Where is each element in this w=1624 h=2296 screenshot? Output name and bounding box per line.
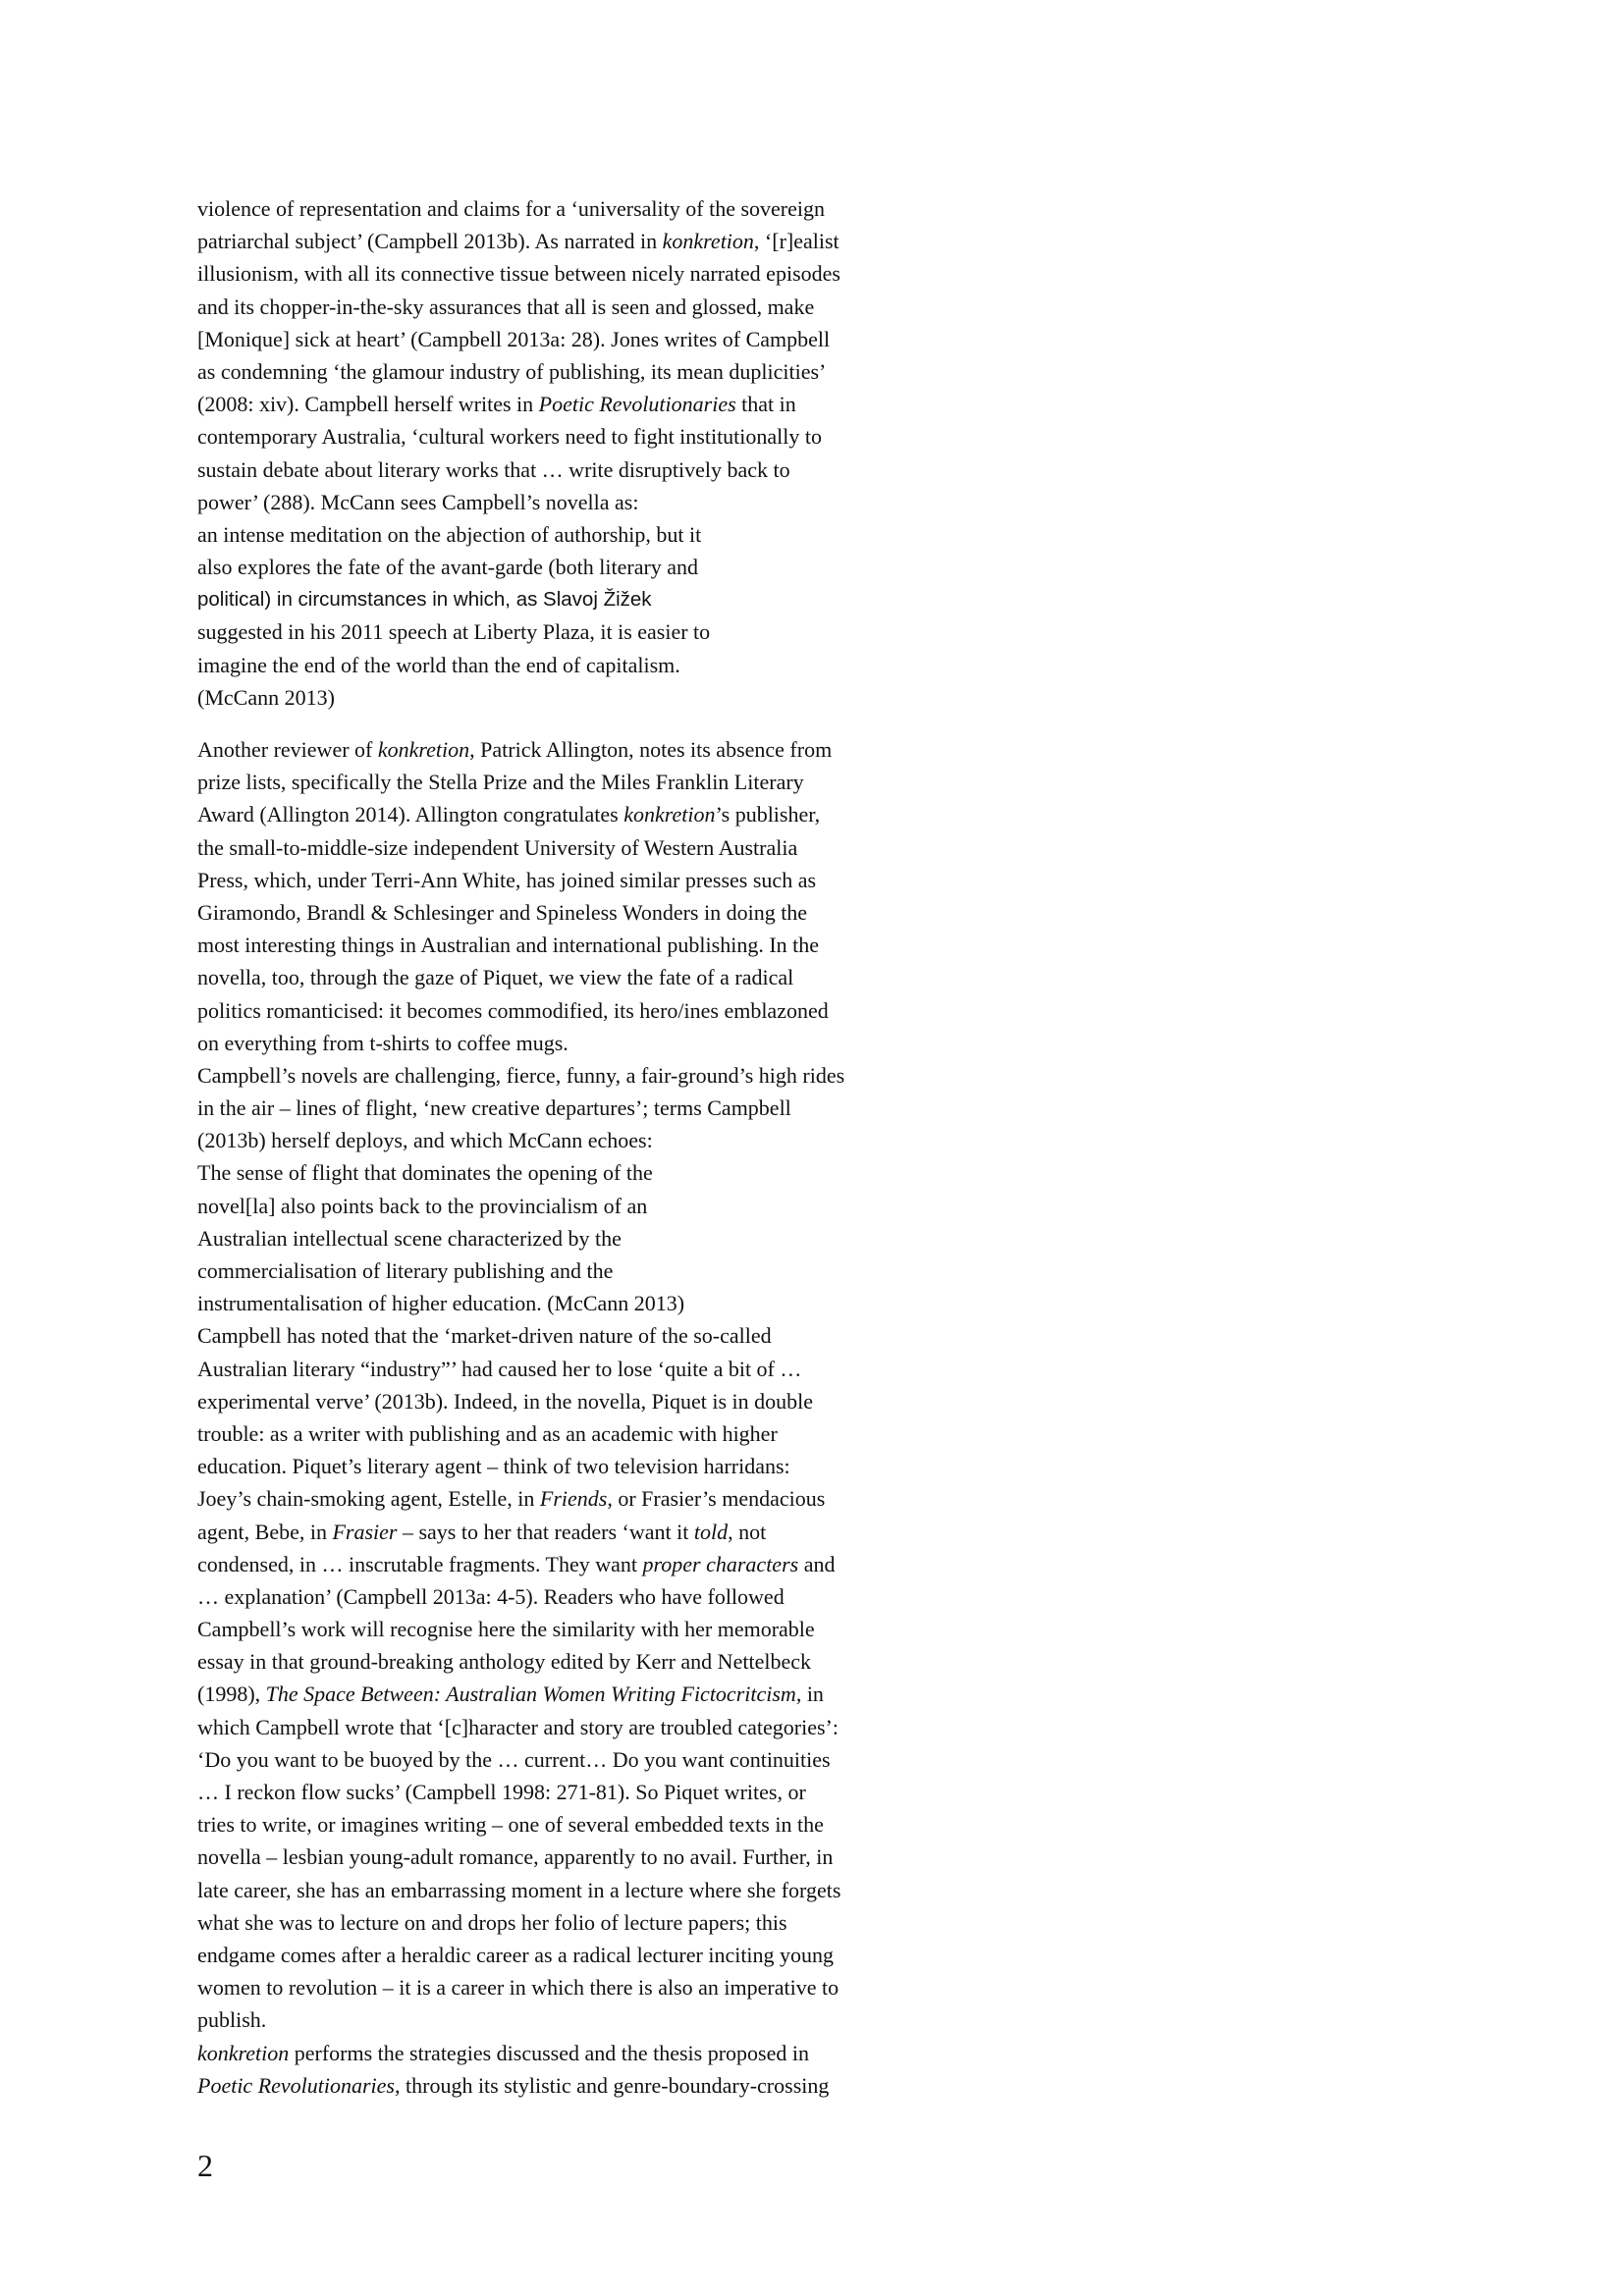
text-line: Campbell has noted that the ‘market-driven nature of the so-called: [197, 1323, 772, 1349]
block-quote: [197, 1156, 963, 1319]
text-line: endgame comes after a heraldic career as a radical lecturer inciting young: [197, 1942, 835, 1967]
text-line: imagine the end of the world than the end of capitalism.: [197, 652, 680, 677]
page-number: 2: [197, 2148, 213, 2183]
text-line: power’ (288). McCann sees Campbell’s novella as:: [197, 489, 639, 514]
text-line: ‘Do you want to be buoyed by the … current… Do you want continuities: [197, 1746, 831, 1772]
text-line: Campbell’s work will recognise here the similarity with her memorable: [197, 1617, 815, 1642]
text-line: trouble: as a writer with publishing and as an academic with higher: [197, 1420, 778, 1446]
text-line: Joey’s chain-smoking agent, Estelle, in Friends, or Frasier’s mendacious: [197, 1486, 826, 1512]
text-line: tries to write, or imagines writing – one of several embedded texts in the: [197, 1812, 824, 1838]
text-line: women to revolution – it is a career in which there is also an imperative to: [197, 1975, 839, 2001]
text-line: (2008: xiv). Campbell herself writes in Poetic Revolutionaries that in: [197, 392, 796, 417]
text-line: agent, Bebe, in Frasier – says to her that readers ‘want it told, not: [197, 1519, 767, 1544]
text-line: The sense of flight that dominates the opening of the: [197, 1160, 653, 1186]
body-paragraph: [197, 2037, 963, 2102]
body-paragraph: [197, 1319, 963, 2036]
text-line: which Campbell wrote that ‘[c]haracter and story are troubled categories’:: [197, 1714, 839, 1739]
text-line: (McCann 2013): [197, 684, 335, 710]
text-line: condensed, in … inscrutable fragments. They want proper characters and: [197, 1551, 836, 1576]
text-line: in the air – lines of flight, ‘new creative departures’; terms Campbell: [197, 1095, 791, 1121]
text-line: novella – lesbian young-adult romance, apparently to no avail. Further, in: [197, 1844, 834, 1870]
body-paragraph: [197, 733, 963, 1059]
text-line: education. Piquet’s literary agent – think of two television harridans:: [197, 1454, 790, 1479]
text-line: novella, too, through the gaze of Piquet, we view the fate of a radical: [197, 965, 794, 990]
text-line: as condemning ‘the glamour industry of publishing, its mean duplicities’: [197, 358, 827, 384]
text-line: politics romanticised: it becomes commodified, its hero/ines emblazoned: [197, 997, 829, 1023]
text-line: what she was to lecture on and drops her folio of lecture papers; this: [197, 1909, 787, 1935]
text-line: sustain debate about literary works that … write disruptively back to: [197, 456, 790, 482]
text-line: political) in circumstances in which, as Slavoj Žižek: [197, 588, 652, 612]
text-line: … explanation’ (Campbell 2013a: 4-5). Readers who have followed: [197, 1583, 785, 1609]
text-line: prize lists, specifically the Stella Prize and the Miles Franklin Literary: [197, 770, 804, 795]
body-paragraph: [197, 192, 963, 518]
text-line: illusionism, with all its connective tissue between nicely narrated episodes: [197, 261, 840, 287]
text-line: experimental verve’ (2013b). Indeed, in the novella, Piquet is in double: [197, 1388, 814, 1414]
text-line: essay in that ground-breaking anthology edited by Kerr and Nettelbeck: [197, 1649, 811, 1675]
text-line: Australian literary “industry”’ had caused her to lose ‘quite a bit of …: [197, 1356, 802, 1381]
text-line: Australian intellectual scene characterized by the: [197, 1225, 622, 1251]
body-paragraph: [197, 1059, 963, 1157]
text-line: [Monique] sick at heart’ (Campbell 2013a: 28). Jones writes of Campbell: [197, 326, 831, 351]
text-line: contemporary Australia, ‘cultural workers need to fight institutionally to: [197, 424, 823, 450]
text-line: suggested in his 2011 speech at Liberty Plaza, it is easier to: [197, 619, 711, 645]
document-body: [197, 192, 963, 2102]
text-line: Award (Allington 2014). Allington congratulates konkretion’s publisher,: [197, 802, 821, 828]
text-line: konkretion performs the strategies discussed and the thesis proposed in: [197, 2040, 809, 2065]
text-line: late career, she has an embarrassing moment in a lecture where she forgets: [197, 1877, 841, 1902]
text-line: … I reckon flow sucks’ (Campbell 1998: 271-81). So Piquet writes, or: [197, 1780, 806, 1804]
text-line: violence of representation and claims for a ‘universality of the sovereign: [197, 196, 825, 221]
text-line: most interesting things in Australian and international publishing. In the: [197, 933, 820, 958]
text-line: novel[la] also points back to the provincialism of an: [197, 1193, 648, 1218]
text-line: Press, which, under Terri-Ann White, has joined similar presses such as: [197, 867, 817, 892]
text-line: patriarchal subject’ (Campbell 2013b). As narrated in konkretion, ‘[r]ealist: [197, 229, 839, 254]
text-line: and its chopper-in-the-sky assurances that all is seen and glossed, make: [197, 294, 815, 319]
text-line: (1998), The Space Between: Australian Women Writing Fictocritcism, in: [197, 1682, 824, 1707]
text-line: on everything from t-shirts to coffee mugs.: [197, 1030, 568, 1055]
text-line: Another reviewer of konkretion, Patrick Allington, notes its absence from: [197, 737, 833, 762]
text-line: also explores the fate of the avant-garde (both literary and: [197, 555, 699, 580]
text-line: commercialisation of literary publishing and the: [197, 1258, 614, 1283]
text-line: Giramondo, Brandl & Schlesinger and Spineless Wonders in doing the: [197, 899, 808, 925]
text-line: Campbell’s novels are challenging, fierce, funny, a fair-ground’s high rides: [197, 1062, 845, 1088]
block-quote: [197, 518, 963, 714]
text-line: publish.: [197, 2007, 267, 2033]
text-line: (2013b) herself deploys, and which McCann echoes:: [197, 1128, 653, 1153]
text-line: instrumentalisation of higher education. (McCann 2013): [197, 1291, 685, 1316]
paragraph-gap: [197, 714, 963, 733]
text-line: the small-to-middle-size independent University of Western Australia: [197, 834, 798, 860]
text-line: Poetic Revolutionaries, through its stylistic and genre-boundary-crossing: [197, 2072, 830, 2098]
text-line: an intense meditation on the abjection of authorship, but it: [197, 521, 702, 547]
